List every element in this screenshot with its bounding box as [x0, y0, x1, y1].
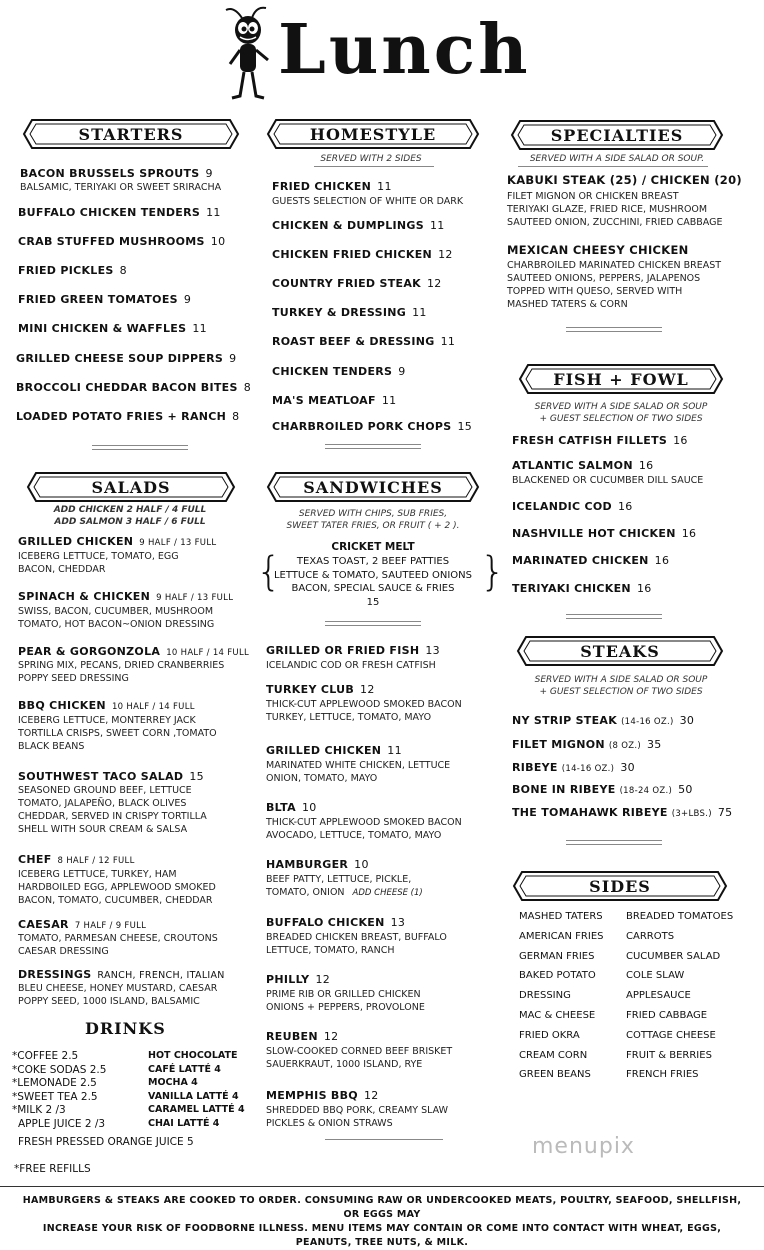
item-description: ICEBERG LETTUCE, TURKEY, HAM HARDBOILED EGG, APPLEWOOD SMOKED BACON, TOMATO, CUCUMBER, CHEDDAR	[18, 869, 216, 906]
divider	[566, 614, 662, 619]
menu-item: SOUTHWEST TACO SALAD 15	[18, 770, 204, 783]
menu-item: RIBEYE (14-16 OZ.) 30	[512, 761, 635, 774]
menu-item: DRESSINGS RANCH, FRENCH, ITALIAN	[18, 968, 225, 981]
item-description: FILET MIGNON OR CHICKEN BREAST TERIYAKI GLAZE, FRIED RICE, MUSHROOM SAUTEED ONION, ZUCCHINI, FRIED CABBAGE	[507, 191, 723, 228]
homestyle-note: SERVED WITH 2 SIDES	[320, 154, 422, 164]
menu-item: CHICKEN TENDERS 9	[272, 365, 406, 378]
menu-item: KABUKI STEAK (25) / CHICKEN (20)	[507, 173, 742, 187]
menu-item: GRILLED CHEESE SOUP DIPPERS 9	[16, 352, 237, 365]
menu-item: BUFFALO CHICKEN 13	[266, 916, 406, 929]
homestyle-banner	[266, 117, 480, 151]
menu-item: FRIED CHICKEN 11	[272, 180, 392, 193]
menu-item: FRIED GREEN TOMATOES 9	[18, 293, 192, 306]
divider	[314, 166, 434, 167]
item-description: BEEF PATTY, LETTUCE, PICKLE, TOMATO, ONION ADD CHEESE (1)	[266, 874, 423, 898]
divider	[566, 840, 662, 845]
item-description: ICEBERG LETTUCE, TOMATO, EGG BACON, CHEDDAR	[18, 551, 179, 575]
item-description: THICK-CUT APPLEWOOD SMOKED BACON AVOCADO, LETTUCE, TOMATO, MAYO	[266, 817, 462, 841]
divider	[518, 166, 708, 167]
item-description: BREADED CHICKEN BREAST, BUFFALO LETTUCE, TOMATO, RANCH	[266, 932, 447, 956]
menu-item: CHICKEN & DUMPLINGS 11	[272, 219, 445, 232]
menu-item: TERIYAKI CHICKEN 16	[512, 582, 652, 595]
menu-item: CRAB STUFFED MUSHROOMS 10	[18, 235, 226, 248]
divider	[92, 445, 188, 450]
fish-fowl-heading: FISH + FOWL	[553, 369, 689, 389]
menu-item: BACON BRUSSELS SPROUTS 9	[20, 167, 213, 180]
salads-note: ADD CHICKEN 2 HALF / 4 FULL	[53, 505, 207, 515]
watermark: menupix	[532, 1134, 635, 1159]
menu-item: MARINATED CHICKEN 16	[512, 554, 670, 567]
divider	[325, 1139, 443, 1140]
menu-item: BONE IN RIBEYE (18-24 OZ.) 50	[512, 783, 693, 796]
drinks-list-right: HOT CHOCOLATE CAFÉ LATTÉ 4 MOCHA 4 VANILLA LATTÉ 4 CARAMEL LATTÉ 4 CHAI LATTÉ 4	[148, 1050, 245, 1129]
cricket-mascot-icon	[222, 4, 278, 104]
sides-heading: SIDES	[589, 876, 651, 896]
menu-item: LOADED POTATO FRIES + RANCH 8	[16, 410, 240, 423]
menu-item: MA'S MEATLOAF 11	[272, 394, 397, 407]
item-description: ICEBERG LETTUCE, MONTERREY JACK TORTILLA CRISPS, SWEET CORN ,TOMATO BLACK BEANS	[18, 715, 217, 752]
menu-item: CHEF 8 HALF / 12 FULL	[18, 853, 135, 866]
menu-title: Lunch	[278, 10, 531, 90]
sandwiches-banner	[266, 470, 480, 504]
menu-item: SPINACH & CHICKEN 9 HALF / 13 FULL	[18, 590, 234, 603]
divider	[566, 327, 662, 332]
menu-item: CAESAR 7 HALF / 9 FULL	[18, 918, 147, 931]
menu-item: TURKEY & DRESSING 11	[272, 306, 427, 319]
footer-divider	[0, 1186, 764, 1187]
sandwiches-note: SWEET TATER FRIES, OR FRUIT ( + 2 ).	[286, 521, 460, 531]
specialties-banner	[510, 118, 724, 152]
fish-fowl-banner	[518, 362, 724, 396]
item-description: BLEU CHEESE, HONEY MUSTARD, CAESAR POPPY SEED, 1000 ISLAND, BALSAMIC	[18, 983, 218, 1007]
menu-item: CHARBROILED PORK CHOPS 15	[272, 420, 473, 433]
sides-list-left: MASHED TATERS AMERICAN FRIES GERMAN FRIES BAKED POTATO DRESSING MAC & CHEESE FRIED OKRA CREAM CORN GREEN BEANS	[519, 911, 604, 1081]
menu-item: GRILLED OR FRIED FISH 13	[266, 644, 440, 657]
item-description: SPRING MIX, PECANS, DRIED CRANBERRIES POPPY SEED DRESSING	[18, 660, 225, 684]
fish-fowl-note: + GUEST SELECTION OF TWO SIDES	[539, 414, 703, 424]
menu-item: ATLANTIC SALMON 16	[512, 459, 654, 472]
menu-item: MINI CHICKEN & WAFFLES 11	[18, 322, 207, 335]
item-description: GUESTS SELECTION OF WHITE OR DARK	[272, 196, 464, 207]
footer-disclaimer: HAMBURGERS & STEAKS ARE COOKED TO ORDER. CONSUMING RAW OR UNDERCOOKED MEATS, POULTRY, SEAFOOD, SHELLFISH, OR EGGS MAY INCREASE YOUR RISK OF FOODBORNE ILLNESS. MENU ITEMS MAY CONTAIN OR COME INTO CONTACT WITH WHEAT, EGGS, PEANUTS, TREE NUTS, & MILK.	[22, 1195, 742, 1248]
menu-item: HAMBURGER 10	[266, 858, 369, 871]
steaks-note: + GUEST SELECTION OF TWO SIDES	[539, 687, 703, 697]
free-refills-note: *FREE REFILLS	[14, 1163, 91, 1175]
menu-item: GRILLED CHICKEN 9 HALF / 13 FULL	[18, 535, 217, 548]
menu-item: ICELANDIC COD 16	[512, 500, 633, 513]
drinks-list-left: *COFFEE 2.5 *COKE SODAS 2.5 *LEMONADE 2.5 *SWEET TEA 2.5 *MILK 2 /3 APPLE JUICE 2 /3	[12, 1050, 107, 1130]
steaks-note: SERVED WITH A SIDE SALAD OR SOUP	[534, 675, 708, 685]
item-description: SLOW-COOKED CORNED BEEF BRISKET SAUERKRAUT, 1000 ISLAND, RYE	[266, 1046, 453, 1070]
menu-item: FRIED PICKLES 8	[18, 264, 127, 277]
menu-item: FILET MIGNON (8 OZ.) 35	[512, 738, 662, 751]
salads-heading: SALADS	[91, 477, 171, 497]
menu-item: ROAST BEEF & DRESSING 11	[272, 335, 456, 348]
salads-note: ADD SALMON 3 HALF / 6 FULL	[54, 517, 206, 527]
left-brace: {	[256, 549, 282, 595]
sandwiches-note: SERVED WITH CHIPS, SUB FRIES,	[298, 509, 448, 519]
menu-item: FRESH CATFISH FILLETS 16	[512, 434, 688, 447]
menu-item: NY STRIP STEAK (14-16 OZ.) 30	[512, 714, 695, 727]
item-description: CHARBROILED MARINATED CHICKEN BREAST SAUTEED ONIONS, PEPPERS, JALAPENOS TOPPED WITH QUESO, SERVED WITH MASHED TATERS & CORN	[507, 260, 722, 310]
steaks-heading: STEAKS	[580, 641, 660, 661]
menu-item: MEMPHIS BBQ 12	[266, 1089, 379, 1102]
item-description: SWISS, BACON, CUCUMBER, MUSHROOM TOMATO, HOT BACON~ONION DRESSING	[18, 606, 215, 630]
sandwiches-heading: SANDWICHES	[303, 477, 443, 497]
item-description: MARINATED WHITE CHICKEN, LETTUCE ONION, TOMATO, MAYO	[266, 760, 451, 784]
item-description: BLACKENED OR CUCUMBER DILL SAUCE	[512, 475, 704, 486]
menu-item: NASHVILLE HOT CHICKEN 16	[512, 527, 697, 540]
right-brace: }	[480, 549, 506, 595]
menu-item: COUNTRY FRIED STEAK 12	[272, 277, 442, 290]
menu-item: BROCCOLI CHEDDAR BACON BITES 8	[16, 381, 251, 394]
menu-item: PHILLY 12	[266, 973, 331, 986]
menu-item: MEXICAN CHEESY CHICKEN	[507, 243, 689, 257]
cricket-melt-description: TEXAS TOAST, 2 BEEF PATTIES LETTUCE & TOMATO, SAUTEED ONIONS BACON, SPECIAL SAUCE & FRIES 15	[273, 556, 473, 608]
menu-item: CHICKEN FRIED CHICKEN 12	[272, 248, 453, 261]
specialties-heading: SPECIALTIES	[550, 125, 684, 145]
sides-banner	[512, 869, 728, 903]
starters-banner	[22, 117, 240, 151]
menu-item: GRILLED CHICKEN 11	[266, 744, 402, 757]
item-description: TOMATO, PARMESAN CHEESE, CROUTONS CAESAR DRESSING	[18, 933, 218, 957]
item-description: ICELANDIC COD OR FRESH CATFISH	[266, 660, 436, 671]
starters-heading: STARTERS	[78, 124, 184, 144]
menu-item: THE TOMAHAWK RIBEYE (3+LBS.) 75	[512, 806, 733, 819]
item-description: SHREDDED BBQ PORK, CREAMY SLAW PICKLES & ONION STRAWS	[266, 1105, 449, 1129]
menu-item: BBQ CHICKEN 10 HALF / 14 FULL	[18, 699, 195, 712]
salads-banner	[26, 470, 236, 504]
orange-juice: FRESH PRESSED ORANGE JUICE 5	[18, 1136, 194, 1148]
drinks-heading: DRINKS	[85, 1019, 166, 1038]
item-description: SEASONED GROUND BEEF, LETTUCE TOMATO, JALAPEÑO, BLACK OLIVES CHEDDAR, SERVED IN CRISPY TORTILLA SHELL WITH SOUR CREAM & SALSA	[18, 785, 207, 835]
menu-item: TURKEY CLUB 12	[266, 683, 375, 696]
item-description: BALSAMIC, TERIYAKI OR SWEET SRIRACHA	[20, 182, 222, 193]
divider	[325, 621, 421, 626]
fish-fowl-note: SERVED WITH A SIDE SALAD OR SOUP	[534, 402, 708, 412]
menu-item: BLTA 10	[266, 801, 317, 814]
divider	[325, 444, 421, 449]
menu-item: BUFFALO CHICKEN TENDERS 11	[18, 206, 221, 219]
menu-item: REUBEN 12	[266, 1030, 339, 1043]
steaks-banner	[516, 634, 724, 668]
item-description: THICK-CUT APPLEWOOD SMOKED BACON TURKEY, LETTUCE, TOMATO, MAYO	[266, 699, 462, 723]
sides-list-right: BREADED TOMATOES CARROTS CUCUMBER SALAD COLE SLAW APPLESAUCE FRIED CABBAGE COTTAGE CHEESE FRUIT & BERRIES FRENCH FRIES	[626, 911, 734, 1081]
specialties-note: SERVED WITH A SIDE SALAD OR SOUP.	[529, 154, 705, 164]
menu-item: PEAR & GORGONZOLA 10 HALF / 14 FULL	[18, 645, 250, 658]
cricket-melt-title: CRICKET MELT	[331, 541, 415, 553]
homestyle-heading: HOMESTYLE	[309, 124, 437, 144]
item-description: PRIME RIB OR GRILLED CHICKEN ONIONS + PEPPERS, PROVOLONE	[266, 989, 425, 1013]
